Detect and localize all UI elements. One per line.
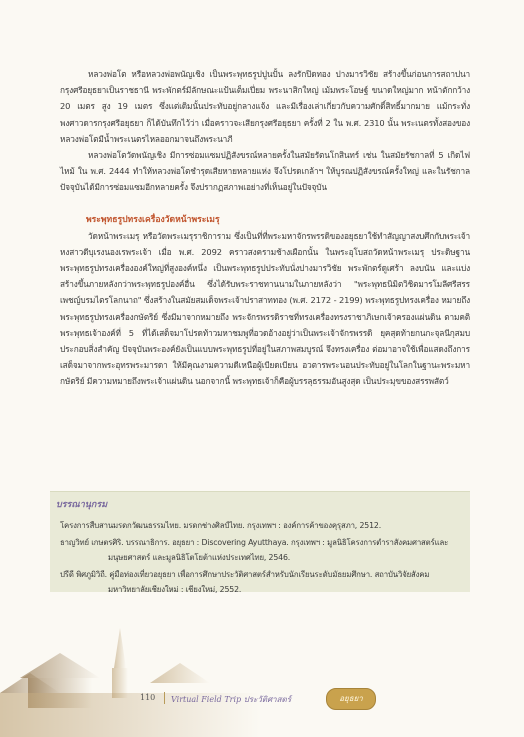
paragraph-restoration: หลวงพ่อโตวัดพนัญเชิง มีการซ่อมแซมปฏิสังขรณ์หลายครั้งในสมัยรัตนโกสินทร์ เช่น ในสมัยรัชกาลที่ 5 เกิดไฟไหม้ ใน พ.ศ. 2444 ทำให้หลวงพ่อโตชำรุดเสียหายหลายแห่ง จึงโปรดเกล้าฯ ให้บูรณปฏิสังขรณ์ครั้งใหญ่ และในรัชกาลปัจจุบันได้มีการซ่อมแซมอีกหลายครั้ง จึงปรากฏสภาพเอย่างที่เห็นอยู่ในปัจจุบัน [60, 150, 470, 193]
page-footer [140, 688, 380, 710]
paragraph-luang-pho-to: หลวงพ่อโต หรือหลวงพ่อพนัญเชิง เป็นพระพุทธรูปปูนปั้น ลงรักปิดทอง ปางมารวิชัย สร้างขึ้นก่อนการสถาปนากรุงศรีอยุธยาเป็นราชธานี พระพักตร์มีลักษณะแป้นเต็มเปี่ยม พระนาสิกใหญ่ เม้มพระโอษฐ์ ขนาดใหญ่มาก หน้าตักกว้าง 20 เมตร สูง 19 เมตร ซึ่งแต่เดิมนั้นประทับอยู่กลางแจ้ง และมีเรื่องเล่าเกี่ยวกับความศักดิ์สิทธิ์มากมาย แม้กระทั่งพงศาวดารกรุงศรีอยุธยา ก็ได้บันทึกไว้ว่า เมื่อคราวจะเสียกรุงศรีอยุธยา ครั้งที่ 2 ใน พ.ศ. 2310 นั้น พระเนตรทั้งสองของหลวงพ่อโตมีน้ำพระเนตรไหลออกมาจนถึงพระนาภี [60, 69, 470, 144]
main-content [60, 66, 470, 390]
footer-title: Virtual Field Trip ประวัติศาสตร์ [171, 695, 292, 704]
page-number: 110 [140, 693, 156, 702]
footer-divider [164, 692, 165, 704]
bibliography-entry: โครงการสืบสานมรดกวัฒนธรรมไทย. มรดกช่างศิลป์ไทย. กรุงเทพฯ : องค์การค้าของคุรุสภา, 2512. [60, 521, 382, 530]
bibliography-entry: ธาญวิทย์ เกษตรศิริ. บรรณาธิการ. อยุธยา : Discovering Ayutthaya. กรุงเทพฯ : มูลนิธิโครงการตำราสังคมศาสตร์และมนุษยศาสตร์ และมูลนิธิโตโยต้าแห่งประเทศไทย, 2546. [60, 537, 449, 562]
bibliography-box [50, 491, 470, 592]
paragraph-wat-na-phra-men: วัดหน้าพระเมรุ หรือวัดพระเมรุราชิการาม ซึ่งเป็นที่ที่พระมหาจักรพรรดิของอยุธยาใช้ทำสัญญาสงบศึกกับพระเจ้าหงสาวดีบุเรงนองเรพระเจ้า เมื่อ พ.ศ. 2092 คราวสงครามช้างเผือกนั้น ในพระอุโบสถวัดหน้าพระเมรุ ประดิษฐานพระพุทธรูปทรงเครื่ององค์ใหญ่ที่สูงองค์หนึ่ง เป็นพระพุทธรูปประทับนั่งปางมารวิชัย พระพักตร์ดูเศร้า ลงบนัน และแบ่งสร้างขึ้นภายหลังกว่าพระพุทธรูปองค์อื่น ซึ่งได้รับพระราชทานนามในภายหลังว่า "พระพุทธนิมิตวิชิตมารโมลีศรีสรรเพชญ์บรมไตรโลกนาถ" ซึ่งสร้างในสมัยสมเด็จพระเจ้าปราสาททอง (พ.ศ. 2172 - 2199) พระพุทธรูปทรงเครื่อง หมายถึง พระพุทธรูปทรงเครื่องกษัตริย์ ซึ่งมีมาจากหมายถึง พระจักรพรรดิราชที่ทรงเครื่องทรงราชาภิเษกเจ้าครองแผ่นดิน ตามคติพระพุทธเจ้าองค์ที่ 5 ที่ได้เสด็จมาโปรดท้าวมหาชมพูที่อวดอ้างอยู่ว่าเป็นพระเจ้าจักรพรรดิ ยุคสุดท้ายกนกะจุลนีกุสมบประกอบสิ่งสำคัญ ปัจจุบันพระองค์ยังเป็นแบบพระพุทธรูปที่อยู่ในสภาพสมบูรณ์ จึงทรงเครื่อง ต่อมาอาจใช้เพื่อแสดงถึงการเสด็จมาจากพระอุทรพระมารดา ให้มีคุณงามความดีเหนือผู้เบียดเบียน อวตารพระนอนประทับอยู่ในโลกในฐานะพระมหากษัตริย์ มีความหมายถึงพระเจ้าแผ่นดิน นอกจากนี้ พระพุทธเจ้าก็คือผู้บรรลุธรรมอันสูงสุด เป็นประมุขของสรรพสัตว์ [60, 230, 470, 387]
temple-illustration [0, 608, 300, 737]
bibliography-entry: ปรีดี พิศภูมิวิถี. คู่มือท่องเที่ยวอยุธยา เพื่อการศึกษาประวัติศาสตร์สำหรับนักเรียนระดับมัธยมศึกษา. สถาบันวิจัยสังคม มหาวิทยาลัยเชียงใหม่ : เชียงใหม่, 2552. [60, 569, 430, 594]
ayutthaya-badge: อยุธยา [326, 688, 376, 710]
bibliography-title: บรรณานุกรม [56, 500, 108, 510]
section-heading: พระพุทธรูปทรงเครื่องวัดหน้าพระเมรุ [86, 214, 220, 225]
bibliography-list [60, 518, 465, 599]
